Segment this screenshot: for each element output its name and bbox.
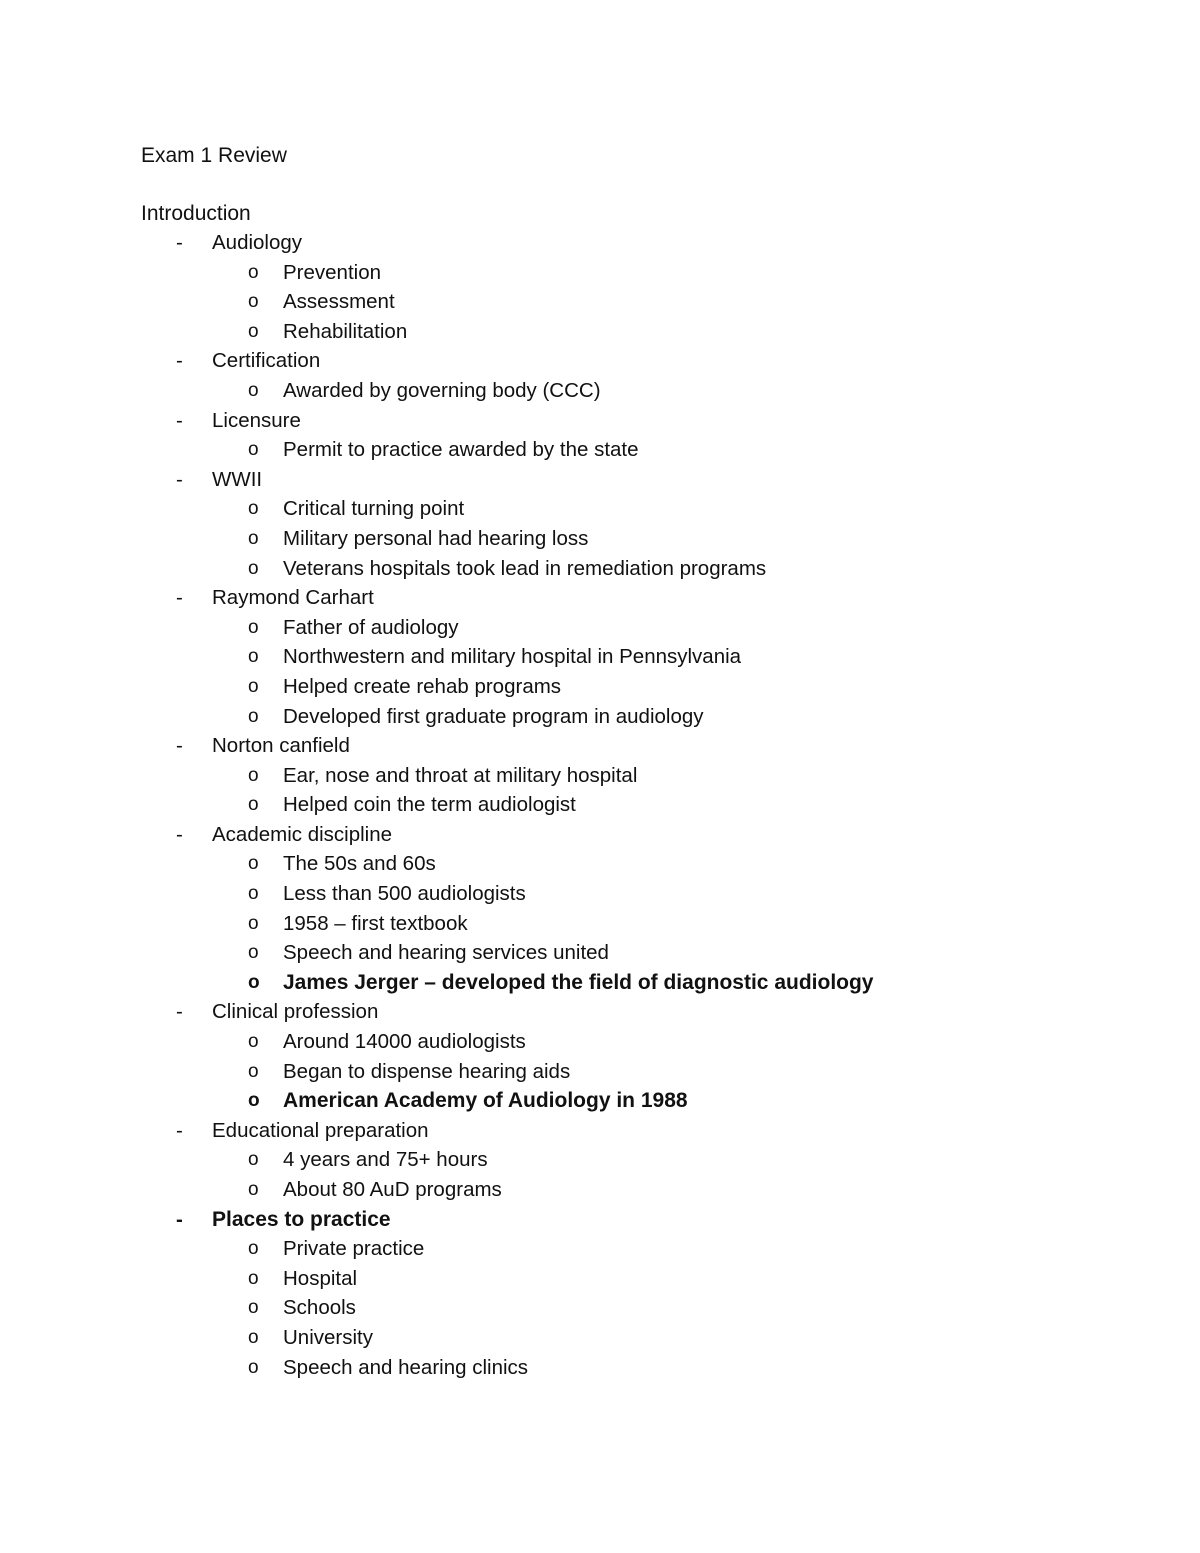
circle-bullet-icon: o: [248, 498, 259, 520]
document-title: Exam 1 Review: [141, 144, 287, 167]
circle-bullet-icon: o: [248, 616, 259, 638]
circle-bullet-icon: o: [248, 1356, 259, 1378]
outline-subitem: [0, 909, 1200, 939]
outline-item-text: Ear, nose and throat at military hospital: [283, 763, 638, 787]
outline-subitem: [0, 790, 1200, 820]
outline-item-text: Schools: [283, 1296, 356, 1320]
outline-item-text: Developed first graduate program in audiology: [283, 704, 704, 728]
outline-item-text: Speech and hearing clinics: [283, 1355, 529, 1379]
outline-item: [0, 406, 1200, 436]
dash-bullet-icon: -: [176, 408, 183, 432]
circle-bullet-icon: o: [248, 883, 259, 905]
outline-item-text: Assessment: [283, 290, 395, 314]
outline-item-text: Awarded by governing body (CCC): [283, 378, 601, 402]
outline-item-text: Less than 500 audiologists: [283, 882, 526, 906]
outline-item-text: American Academy of Audiology in 1988: [283, 1089, 688, 1113]
circle-bullet-icon: o: [248, 291, 259, 313]
outline-item-text: Critical turning point: [283, 497, 465, 521]
outline-subitem: [0, 702, 1200, 732]
outline-item-text: Educational preparation: [212, 1118, 429, 1142]
outline-item-text: The 50s and 60s: [283, 852, 436, 876]
dash-bullet-icon: -: [176, 1207, 183, 1231]
outline-item: [0, 820, 1200, 850]
outline-subitem: [0, 435, 1200, 465]
circle-bullet-icon: o: [248, 379, 259, 401]
outline-item: [0, 731, 1200, 761]
outline-item-text: University: [283, 1325, 373, 1349]
circle-bullet-icon: o: [248, 971, 260, 993]
circle-bullet-icon: o: [248, 764, 259, 786]
outline-item-text: Helped create rehab programs: [283, 674, 562, 698]
outline-subitem: [0, 1086, 1200, 1116]
outline-subitem: [0, 879, 1200, 909]
outline-item-text: Academic discipline: [212, 822, 393, 846]
circle-bullet-icon: o: [248, 646, 259, 668]
outline-item-text: Certification: [212, 349, 321, 373]
outline-subitem: [0, 672, 1200, 702]
dash-bullet-icon: -: [176, 231, 183, 254]
circle-bullet-icon: o: [248, 1326, 259, 1348]
outline-item-text: Father of audiology: [283, 615, 459, 639]
outline-item: [0, 346, 1200, 376]
outline-item-text: About 80 AuD programs: [283, 1178, 502, 1201]
outline-subitem: [0, 1027, 1200, 1057]
outline-subitem: [0, 554, 1200, 584]
outline-subitem: [0, 524, 1200, 554]
outline-item-text: Prevention: [283, 260, 382, 284]
circle-bullet-icon: o: [248, 261, 259, 283]
outline-subitem: [0, 1353, 1200, 1383]
circle-bullet-icon: o: [248, 1267, 259, 1289]
outline-list: [0, 228, 1200, 1382]
circle-bullet-icon: o: [248, 1238, 259, 1260]
dash-bullet-icon: -: [176, 734, 183, 758]
outline-subitem: [0, 317, 1200, 347]
circle-bullet-icon: o: [248, 527, 259, 549]
section-heading: Introduction: [141, 202, 251, 225]
circle-bullet-icon: o: [248, 1031, 259, 1053]
outline-item-text: Clinical profession: [212, 1000, 379, 1024]
outline-item-text: Around 14000 audiologists: [283, 1030, 526, 1054]
circle-bullet-icon: o: [248, 853, 259, 875]
outline-item-text: Hospital: [283, 1266, 358, 1290]
outline-item: [0, 465, 1200, 495]
circle-bullet-icon: o: [248, 1297, 259, 1319]
outline-item-text: Norton canfield: [212, 734, 350, 758]
outline-item-text: Licensure: [212, 408, 301, 432]
outline-item-text: Helped coin the term audiologist: [283, 793, 576, 817]
outline-subitem: [0, 1175, 1200, 1205]
outline-subitem: [0, 1293, 1200, 1323]
outline-subitem: [0, 287, 1200, 317]
outline-item-text: Permit to practice awarded by the state: [283, 438, 639, 462]
circle-bullet-icon: o: [248, 942, 259, 964]
circle-bullet-icon: o: [248, 557, 259, 579]
outline-item: [0, 997, 1200, 1027]
outline-item-text: James Jerger – developed the field of diagnostic audiology: [283, 970, 874, 994]
outline-subitem: [0, 761, 1200, 791]
outline-subitem: [0, 494, 1200, 524]
outline-subitem: [0, 1057, 1200, 1087]
outline-subitem: [0, 1264, 1200, 1294]
circle-bullet-icon: o: [248, 1179, 259, 1200]
outline-item: [0, 228, 1200, 258]
circle-bullet-icon: o: [248, 1060, 259, 1082]
dash-bullet-icon: -: [176, 349, 183, 373]
outline-item: [0, 583, 1200, 613]
outline-item-text: 4 years and 75+ hours: [283, 1148, 488, 1172]
circle-bullet-icon: o: [248, 912, 259, 934]
dash-bullet-icon: -: [176, 1118, 183, 1142]
outline-subitem: [0, 376, 1200, 406]
outline-subitem: [0, 642, 1200, 672]
outline-subitem: [0, 849, 1200, 879]
circle-bullet-icon: o: [248, 1149, 259, 1171]
dash-bullet-icon: -: [176, 822, 183, 846]
dash-bullet-icon: -: [176, 467, 183, 491]
outline-item-text: Raymond Carhart: [212, 586, 374, 610]
outline-item: [0, 1116, 1200, 1146]
outline-item-text: 1958 – first textbook: [283, 911, 468, 935]
outline-subitem: [0, 1234, 1200, 1264]
outline-item-text: Places to practice: [212, 1207, 391, 1231]
outline-subitem: [0, 1145, 1200, 1175]
dash-bullet-icon: -: [176, 586, 183, 610]
circle-bullet-icon: o: [248, 794, 259, 816]
outline-subitem: [0, 938, 1200, 968]
outline-item-text: Audiology: [212, 231, 303, 254]
dash-bullet-icon: -: [176, 1000, 183, 1024]
outline-subitem: [0, 613, 1200, 643]
circle-bullet-icon: o: [248, 320, 259, 342]
outline-item-text: Military personal had hearing loss: [283, 526, 589, 550]
outline-item-text: Rehabilitation: [283, 319, 408, 343]
circle-bullet-icon: o: [248, 705, 259, 727]
circle-bullet-icon: o: [248, 1090, 260, 1112]
outline-item-text: Northwestern and military hospital in Pennsylvania: [283, 645, 742, 669]
outline-item-text: Private practice: [283, 1237, 425, 1261]
circle-bullet-icon: o: [248, 675, 259, 697]
outline-item-text: Veterans hospitals took lead in remediation programs: [283, 556, 767, 580]
outline-subitem: [0, 968, 1200, 998]
outline-subitem: [0, 1323, 1200, 1353]
outline-item-text: Began to dispense hearing aids: [283, 1059, 571, 1083]
circle-bullet-icon: o: [248, 439, 259, 461]
outline-item-text: WWII: [212, 467, 263, 491]
outline-subitem: [0, 258, 1200, 288]
outline-item-text: Speech and hearing services united: [283, 941, 609, 965]
outline-item: [0, 1205, 1200, 1235]
